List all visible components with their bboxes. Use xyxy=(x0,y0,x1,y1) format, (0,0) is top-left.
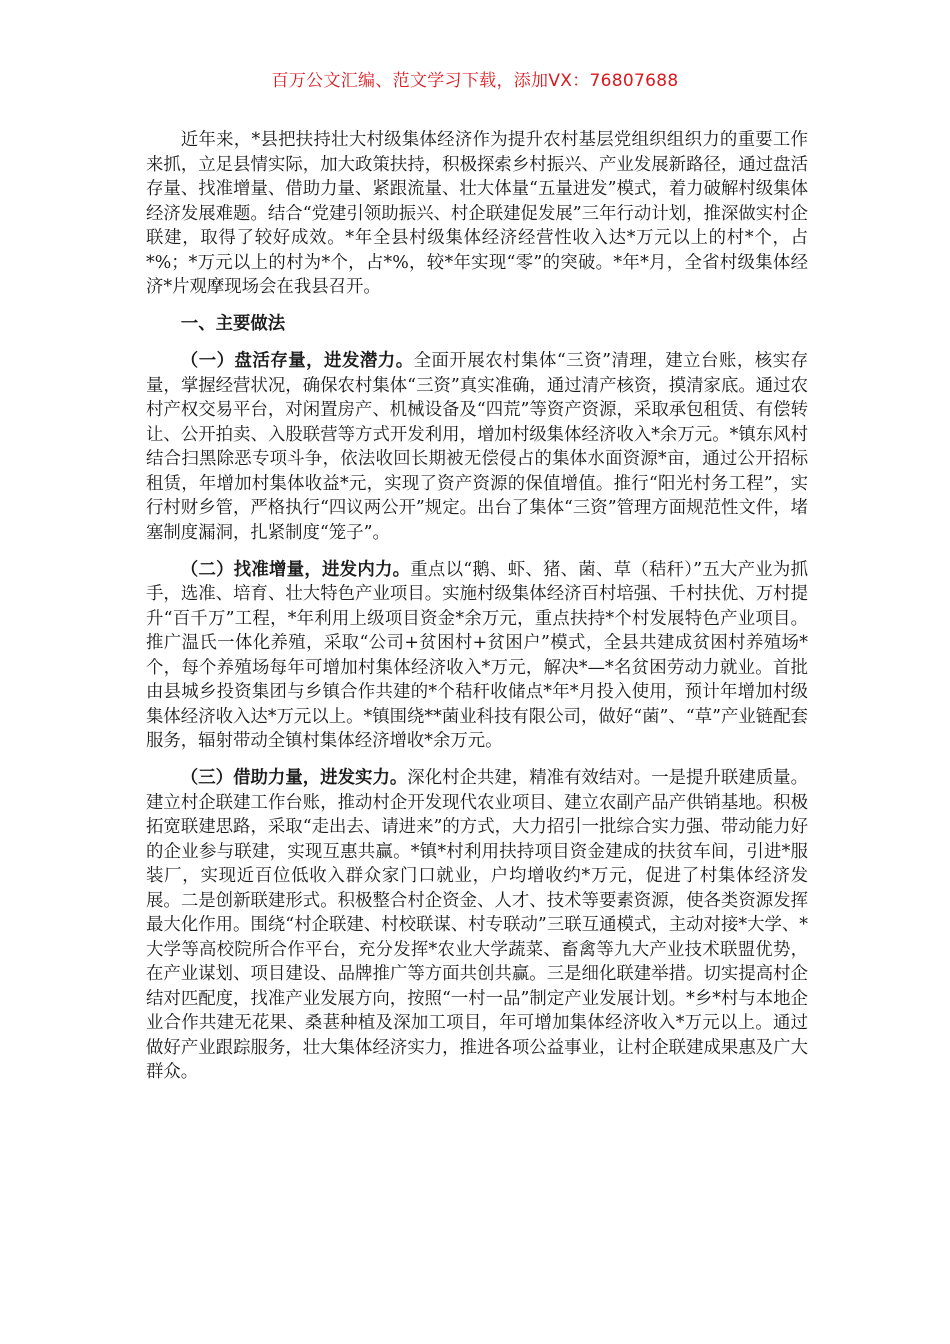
section-heading: 一、主要做法 xyxy=(180,314,286,334)
item-lead-3: （三）借助力量，进发实力。 xyxy=(180,768,408,788)
item-lead-1: （一）盘活存量，进发潜力。 xyxy=(180,351,414,371)
item-text-2: 重点以“鹅、虾、猪、菌、草（秸秆）”五大产业为抓手，选准、培育、壮大特色产业项目。实施村级集体经济百村培强、千村扶优、万村提升“百千万”工程，*年利用上级项目资金*余万元，重点扶持*个村发展特色产业项目。推广温氏一体化养殖，采取“公司+贫困村+贫困户”模式，全县共建成贫困村养殖场*个，每个养殖场每年可增加村集体经济收入*万元，解决*—*名贫困劳动力就业。首批由县城乡投资集团与乡镇合作共建的*个秸秆收储点*年*月投入使用，预计年增加村级集体经济收入达*万元以上。*镇围绕**菌业科技有限公司，做好“菌”、“草”产业链配套服务，辐射带动全镇村集体经济增收*余万元。 xyxy=(146,559,808,751)
item-text-1: 全面开展农村集体“三资”清理，建立台账，核实存量，掌握经营状况，确保农村集体“三资”真实准确，通过清产核资，摸清家底。通过农村产权交易平台，对闲置房产、机械设备及“四荒”等资产资源，采取承包租赁、有偿转让、公开拍卖、入股联营等方式开发利用，增加村级集体经济收入*余万元。*镇东风村结合扫黑除恶专项斗争，依法收回长期被无偿侵占的集体水面资源*亩，通过公开招标租赁，年增加村集体收益*元，实现了资产资源的保值增值。推行“阳光村务工程”，实行村财乡管，严格执行“四议两公开”规定。出台了集体“三资”管理方面规范性文件，堵塞制度漏洞，扎紧制度“笼子”。 xyxy=(146,351,808,543)
item-paragraph-1 xyxy=(146,349,808,545)
item-text-3: 深化村企共建，精准有效结对。一是提升联建质量。建立村企联建工作台账，推动村企开发现代农业项目、建立农副产品产供销基地。积极拓宽联建思路，采取“走出去、请进来”的方式，大力招引一批综合实力强、带动能力好的企业参与联建，实现互惠共赢。*镇*村利用扶持项目资金建成的扶贫车间，引进*服装厂，实现近百位低收入群众家门口就业，户均增收约*万元，促进了村集体经济发展。二是创新联建形式。积极整合村企资金、人才、技术等要素资源，使各类资源发挥最大化作用。围绕“村企联建、村校联谋、村专联动”三联互通模式，主动对接*大学、*大学等高校院所合作平台，充分发挥*农业大学蔬菜、畜禽等九大产业技术联盟优势，在产业谋划、项目建设、品牌推广等方面共创共赢。三是细化联建举措。切实提高村企结对匹配度，找准产业发展方向，按照“一村一品”制定产业发展计划。*乡*村与本地企业合作共建无花果、桑葚种植及深加工项目，年可增加集体经济收入*万元以上。通过做好产业跟踪服务，壮大集体经济实力，推进各项公益事业，让村企联建成果惠及广大群众。 xyxy=(146,768,808,1082)
document-body xyxy=(146,128,808,1085)
item-paragraph-2 xyxy=(146,558,808,754)
item-lead-2: （二）找准增量，进发内力。 xyxy=(180,559,411,580)
intro-paragraph: 近年来，*县把扶持壮大村级集体经济作为提升农村基层党组织组织力的重要工作来抓，立足县情实际，加大政策扶持，积极探索乡村振兴、产业发展新路径，通过盘活存量、找准增量、借助力量、紧跟流量、壮大体量“五量进发”模式，着力破解村级集体经济发展难题。结合“党建引领助振兴、村企联建促发展”三年行动计划，推深做实村企联建，取得了较好成效。*年全县村级集体经济经营性收入达*万元以上的村*个，占*%；*万元以上的村为*个，占*%，较*年实现“零”的突破。*年*月，全省村级集体经济*片观摩现场会在我县召开。 xyxy=(146,130,808,297)
watermark-header: 百万公文汇编、范文学习下载，添加VX：76807688 xyxy=(271,71,679,91)
item-paragraph-3 xyxy=(146,766,808,1085)
